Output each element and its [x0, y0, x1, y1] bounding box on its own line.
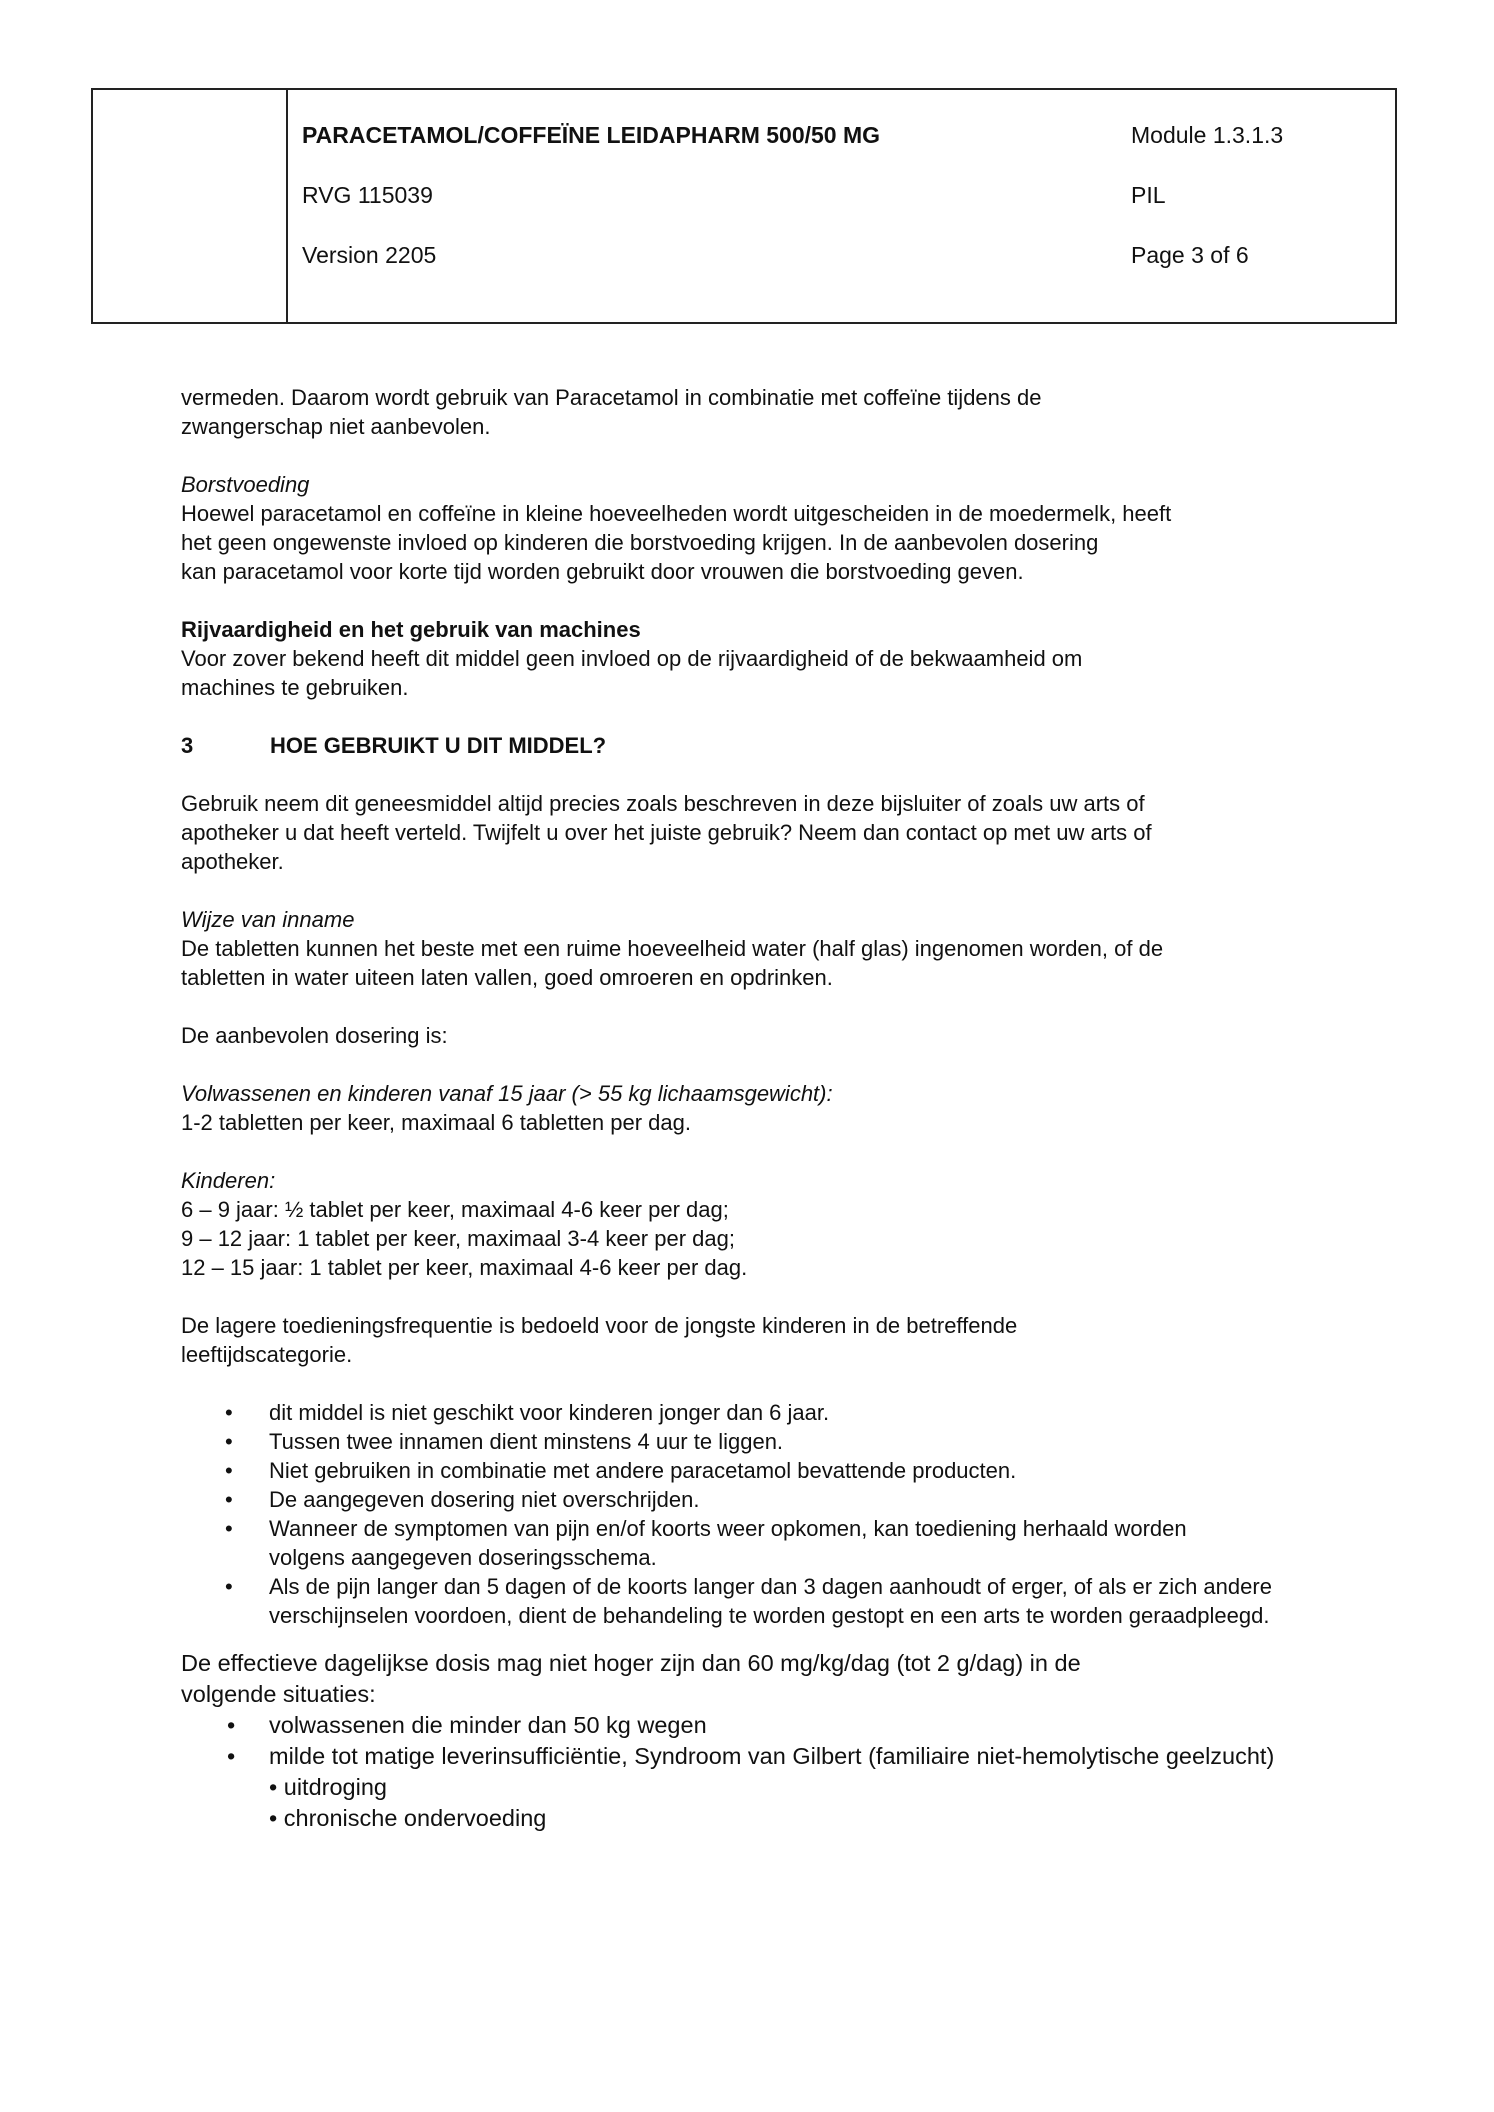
- paragraph-line: leeftijdscategorie.: [181, 1342, 353, 1367]
- header-logo-cell: [93, 90, 288, 322]
- dosage-line: 6 – 9 jaar: ½ tablet per keer, maximaal 4-6 keer per dag;: [181, 1197, 729, 1222]
- sub-list-item: • uitdroging: [269, 1774, 387, 1800]
- effective-dose-block: [181, 1648, 1341, 1834]
- list-item: • milde tot matige leverinsufficiëntie, Syndroom van Gilbert (familiaire niet-hemolytische geelzucht): [181, 1741, 1341, 1772]
- list-item: • Wanneer de symptomen van pijn en/of koorts weer opkomen, kan toediening herhaald worden volgens aangegeven doseringsschema.: [181, 1514, 1341, 1572]
- paragraph-line: De aanbevolen dosering is:: [181, 1023, 448, 1048]
- module-label: Module 1.3.1.3: [1131, 122, 1284, 148]
- section-number: 3: [181, 733, 194, 758]
- usage-bullet-list: [181, 1398, 1341, 1630]
- paragraph-line: De effectieve dagelijkse dosis mag niet hoger zijn dan 60 mg/kg/dag (tot 2 g/dag) in de: [181, 1650, 1081, 1676]
- dosage-line: 12 – 15 jaar: 1 tablet per keer, maximaal 4-6 keer per dag.: [181, 1255, 748, 1280]
- paragraph-line: vermeden. Daarom wordt gebruik van Paracetamol in combinatie met coffeïne tijdens de: [181, 385, 1042, 410]
- dosage-line: 9 – 12 jaar: 1 tablet per keer, maximaal 3-4 keer per dag;: [181, 1226, 735, 1251]
- paragraph-line: het geen ongewenste invloed op kinderen die borstvoeding krijgen. In de aanbevolen dosering: [181, 530, 1099, 555]
- list-item: • De aangegeven dosering niet overschrijden.: [181, 1485, 1341, 1514]
- paragraph-line: volgende situaties:: [181, 1681, 376, 1707]
- subheading-volwassenen: Volwassenen en kinderen vanaf 15 jaar (> 55 kg lichaamsgewicht):: [181, 1081, 833, 1106]
- situation-list: [181, 1710, 1341, 1772]
- subheading-borstvoeding: Borstvoeding: [181, 472, 310, 497]
- paragraph-line: apotheker u dat heeft verteld. Twijfelt u over het juiste gebruik? Neem dan contact op met uw arts of: [181, 820, 1152, 845]
- document-type: PIL: [1131, 182, 1166, 208]
- document-body: [181, 383, 1341, 1834]
- sub-list-item: • chronische ondervoeding: [269, 1805, 547, 1831]
- rvg-number: RVG 115039: [302, 182, 433, 208]
- paragraph-line: De tabletten kunnen het beste met een ruime hoeveelheid water (half glas) ingenomen worden, of de: [181, 936, 1164, 961]
- subheading-wijze-van-inname: Wijze van inname: [181, 907, 355, 932]
- paragraph-line: machines te gebruiken.: [181, 675, 409, 700]
- paragraph-line: Voor zover bekend heeft dit middel geen invloed op de rijvaardigheid of de bekwaamheid om: [181, 646, 1083, 671]
- paragraph-line: tabletten in water uiteen laten vallen, goed omroeren en opdrinken.: [181, 965, 833, 990]
- paragraph-line: zwangerschap niet aanbevolen.: [181, 414, 491, 439]
- version-label: Version 2205: [302, 242, 437, 268]
- list-item: • volwassenen die minder dan 50 kg wegen: [181, 1710, 1341, 1741]
- document-header: [91, 88, 1397, 324]
- paragraph-line: Hoewel paracetamol en coffeïne in kleine hoeveelheden wordt uitgescheiden in de moedermelk, heeft: [181, 501, 1172, 526]
- list-item: • Als de pijn langer dan 5 dagen of de koorts langer dan 3 dagen aanhoudt of erger, of als er zich andere verschijnselen voordoen, dient de behandeling te worden gestopt en een arts te worden geraadpleegd.: [181, 1572, 1341, 1630]
- section-title: HOE GEBRUIKT U DIT MIDDEL?: [270, 733, 607, 758]
- paragraph-line: De lagere toedieningsfrequentie is bedoeld voor de jongste kinderen in de betreffende: [181, 1313, 1018, 1338]
- paragraph-line: kan paracetamol voor korte tijd worden gebruikt door vrouwen die borstvoeding geven.: [181, 559, 1024, 584]
- list-item: • dit middel is niet geschikt voor kinderen jonger dan 6 jaar.: [181, 1398, 1341, 1427]
- list-item: • Niet gebruiken in combinatie met andere paracetamol bevattende producten.: [181, 1456, 1341, 1485]
- page-number: Page 3 of 6: [1131, 242, 1249, 268]
- subheading-kinderen: Kinderen:: [181, 1168, 276, 1193]
- subheading-rijvaardigheid: Rijvaardigheid en het gebruik van machines: [181, 617, 641, 642]
- list-item: • Tussen twee innamen dient minstens 4 uur te liggen.: [181, 1427, 1341, 1456]
- paragraph-line: 1-2 tabletten per keer, maximaal 6 tabletten per dag.: [181, 1110, 691, 1135]
- paragraph-line: Gebruik neem dit geneesmiddel altijd precies zoals beschreven in deze bijsluiter of zoals uw arts of: [181, 791, 1145, 816]
- product-title: PARACETAMOL/COFFEÏNE LEIDAPHARM 500/50 MG: [302, 122, 881, 148]
- section-heading: [181, 731, 1341, 760]
- paragraph-line: apotheker.: [181, 849, 284, 874]
